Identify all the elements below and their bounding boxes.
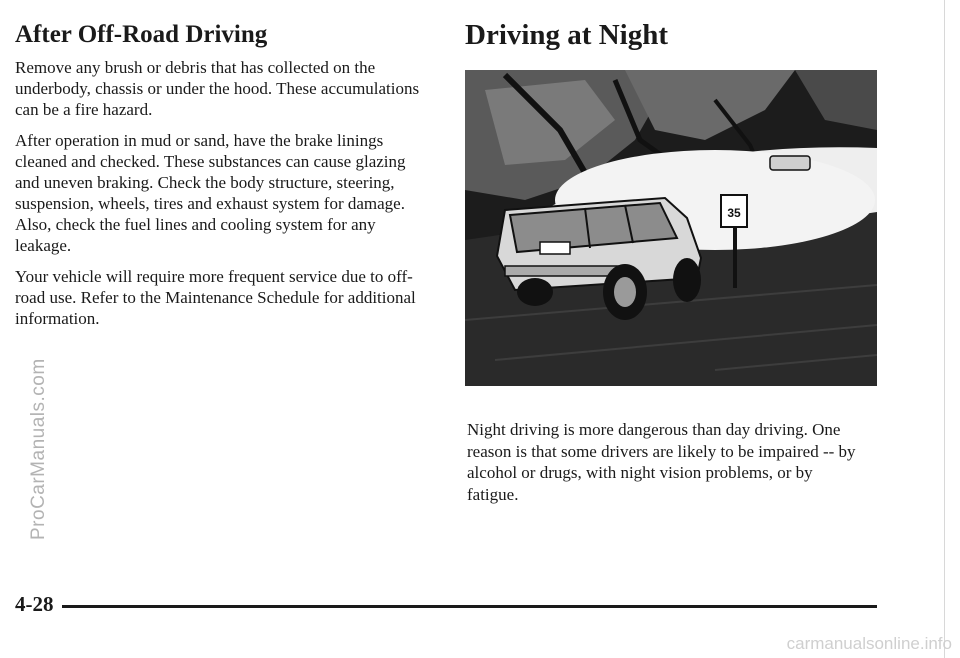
footer-url[interactable]: carmanualsonline.info	[786, 634, 952, 653]
suv-bumper	[505, 266, 625, 276]
watermark-text: ProCarManuals.com	[28, 358, 49, 540]
road-sign-text: 35	[727, 206, 741, 220]
footer-rule	[62, 605, 877, 608]
paragraph-night-driving: Night driving is more dangerous than day driving. One reason is that some drivers are likely to be impaired -- by alcohol or drugs, with night vision problems, or by fatigue.	[467, 420, 856, 504]
right-column-text	[467, 419, 867, 505]
suv-hubcap	[614, 277, 636, 307]
distant-vehicle	[770, 156, 810, 170]
night-driving-illustration	[465, 70, 877, 386]
paragraph-remove-debris: Remove any brush or debris that has collected on the underbody, chassis or under the hood. These accumulations can be a fire hazard.	[15, 58, 420, 119]
watermark	[28, 140, 50, 540]
left-column	[15, 57, 425, 339]
page-number: 4-28	[15, 592, 54, 616]
suv-rear-wheel-left	[517, 278, 553, 306]
paragraph-frequent-service: Your vehicle will require more frequent service due to off-road use. Refer to the Maintenance Schedule for additional information.	[15, 267, 416, 328]
section-heading-driving-at-night: Driving at Night	[465, 19, 668, 51]
section-heading-after-off-road: After Off-Road Driving	[15, 21, 268, 48]
suv-front-wheel	[673, 258, 701, 302]
night-driving-illustration-svg	[465, 70, 877, 386]
suv-license-plate	[540, 242, 570, 254]
paragraph-after-mud-sand: After operation in mud or sand, have the brake linings cleaned and checked. These substances can cause glazing and uneven braking. Check the body structure, steering, suspension, wheels, tires and exhaust system for damage. Also, check the fuel lines and cooling system for any leakage.	[15, 131, 406, 255]
page-edge-line	[944, 0, 945, 658]
